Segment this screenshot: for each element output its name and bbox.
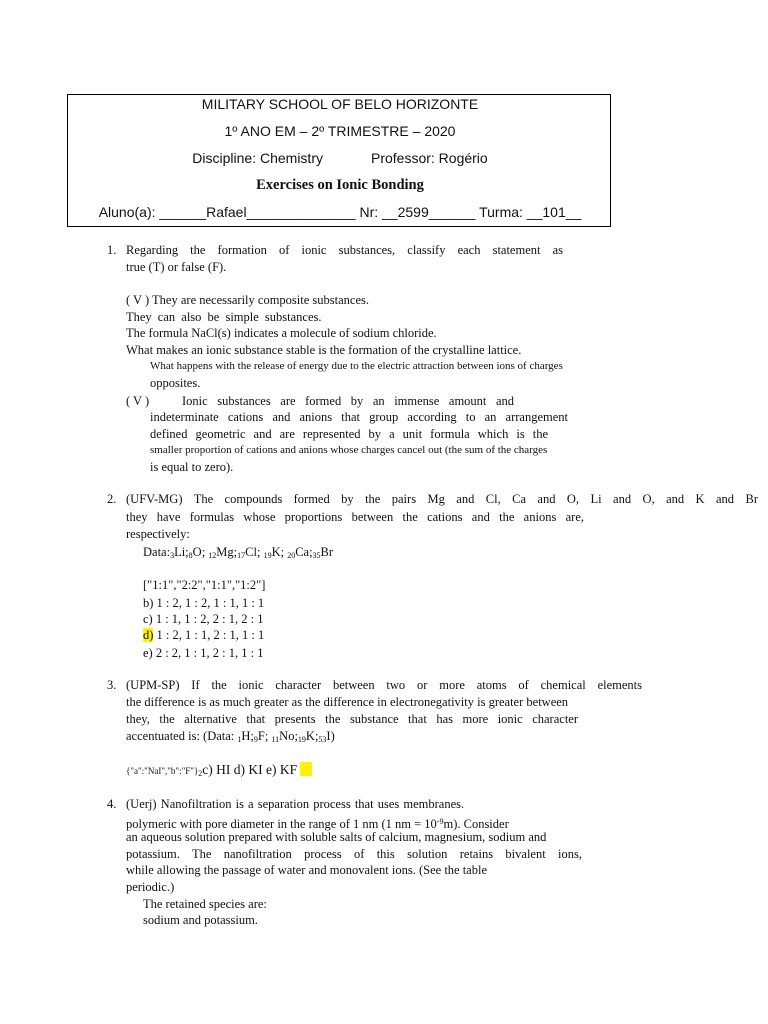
q1-answer-mark: ( V ) (126, 394, 150, 408)
q2-option-a: ["1:1","2:2","1:1","1:2"] (143, 578, 266, 592)
q4-stem-sup: -9 (436, 817, 444, 826)
discipline-professor-line (68, 150, 612, 166)
q3-stem-line: the difference is as much greater as the difference in electronegativity is greater between (126, 695, 569, 709)
q4-stem-line: while allowing the passage of water and monovalent ions. (See the table (126, 863, 488, 877)
q4-number: 4. (107, 797, 117, 811)
q2-option-b: b) 1 : 2, 1 : 2, 1 : 1, 1 : 1 (143, 596, 265, 610)
q2-stem-line: (UFV-MG) The compounds formed by the pairs Mg and Cl, Ca and O, Li and O, and K and Br (126, 492, 758, 506)
student-line: Aluno(a): ______Rafael______________ Nr: __2599______ Turma: __101__ (98, 204, 582, 220)
professor: Professor: Rogério (370, 150, 488, 166)
q3-stem-line: accentuated is: (Data: $_1H;_9F$; $_{11}No;_{19}K;_{53}I$) (126, 729, 335, 744)
q2-option-d-text: 1 : 2, 1 : 1, 2 : 1, 1 : 1 (153, 628, 265, 642)
q2-option-e: e) 2 : 2, 1 : 1, 2 : 1, 1 : 1 (143, 646, 264, 660)
q2-option-d (143, 628, 264, 643)
q3-answer-rest: c) HI d) KI e) KF (202, 762, 298, 777)
q3-answer-line: $\{"a":"NaI","b":"F"\}_2c$) HI d) KI e) KF (126, 762, 312, 781)
q2-stem-line: they have formulas whose proportions between the cations and the anions are, (126, 510, 584, 524)
q1-statement: ( V ) They are necessarily composite substances. (126, 293, 369, 307)
q1-statement: What makes an ionic substance stable is the formation of the crystalline lattice. (126, 343, 522, 357)
q4-stem-text: polymeric with pore diameter in the range of 1 nm (1 nm = 10 (126, 817, 437, 831)
highlight-mark (300, 762, 312, 776)
q2-data-line: $Data:_3Li;_8O$; $_{12}Mg;_{17}Cl$; $_{19}$K; $_{20}Ca;_{35}Br$ (143, 545, 334, 560)
q2-option-d-letter: d) (143, 628, 154, 642)
q1-stem-line: Regarding the formation of ionic substances, classify each statement as (126, 243, 563, 257)
q1-statement: opposites. (150, 376, 201, 390)
q4-stem-line: (Uerj) Nanofiltration is a separation process that uses membranes. (126, 797, 465, 811)
q4-answer-line: The retained species are: (143, 897, 267, 911)
q3-stem-line: they, the alternative that presents the substance that has more ionic character (126, 712, 578, 726)
q3-number: 3. (107, 678, 117, 692)
q3-stem-line: (UPM-SP) If the ionic character between two or more atoms of chemical elements (126, 678, 642, 692)
q2-stem-line: respectively: (126, 527, 190, 541)
q1-statement: Ionic substances are formed by an immense amount and (182, 394, 514, 408)
q4-stem-text: m). Consider (443, 817, 509, 831)
page-title: Exercises on Ionic Bonding (256, 177, 424, 193)
q1-statement: They can also be simple substances. (126, 310, 322, 324)
term-line: 1º ANO EM – 2º TRIMESTRE – 2020 (224, 123, 456, 139)
q2-data-label: Data: (143, 545, 171, 559)
q1-statement: is equal to zero). (150, 460, 234, 474)
q1-statement: defined geometric and are represented by a unit formula which is the (150, 427, 548, 441)
q4-stem-line: periodic.) (126, 880, 175, 894)
q3-data-label: accentuated is: (Data: (126, 729, 235, 743)
q2-option-c: c) 1 : 1, 1 : 2, 2 : 1, 2 : 1 (143, 612, 264, 626)
q2-number: 2. (107, 492, 117, 506)
q4-stem-line: an aqueous solution prepared with soluble salts of calcium, magnesium, sodium and (126, 830, 547, 844)
q1-statement: The formula NaCl(s) indicates a molecule of sodium chloride. (126, 326, 437, 340)
q1-statement: What happens with the release of energy due to the electric attraction between ions of charges (150, 360, 563, 372)
q1-stem-line: true (T) or false (F). (126, 260, 227, 274)
q4-answer-line: sodium and potassium. (143, 913, 258, 927)
header-box (67, 94, 611, 227)
q1-statement: smaller proportion of cations and anions whose charges cancel out (the sum of the charges (150, 444, 548, 456)
q4-stem-line: potassium. The nanofiltration process of this solution retains bivalent ions, (126, 847, 582, 861)
school-name: MILITARY SCHOOL OF BELO HORIZONTE (201, 96, 479, 112)
discipline: Discipline: Chemistry (192, 150, 323, 166)
q1-statement: indeterminate cations and anions that group according to an arrangement (150, 410, 568, 424)
q1-number: 1. (107, 243, 117, 257)
q3-answer-small: {"a":"NaI","b":"F"} (126, 766, 199, 776)
